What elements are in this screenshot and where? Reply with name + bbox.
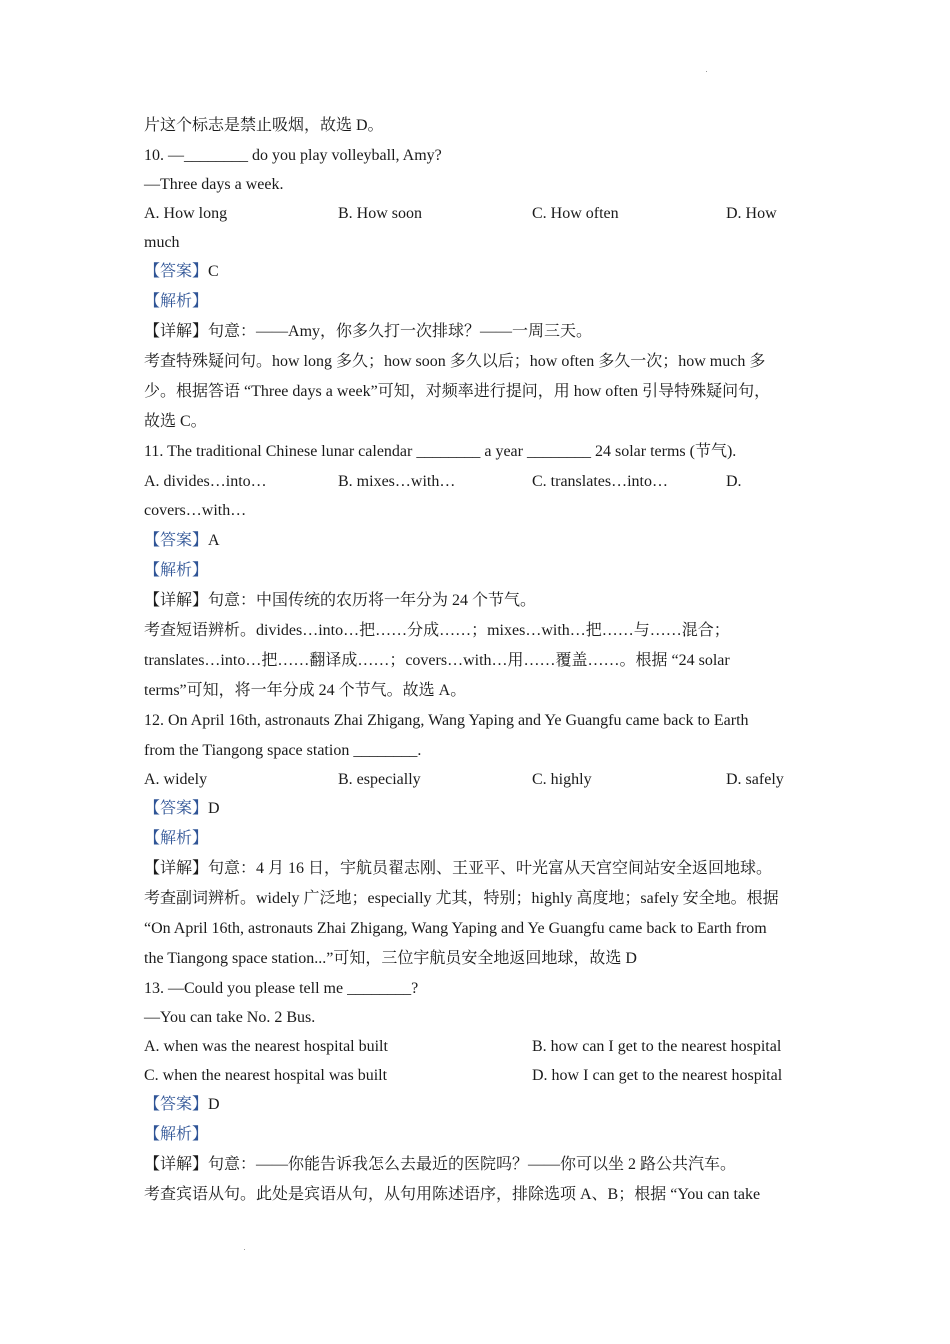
q12-answer-value: D — [208, 800, 220, 817]
q12-option-b: B. especially — [338, 771, 421, 788]
q13-answer — [144, 1090, 814, 1120]
q11-option-d-wrap: covers…with… — [144, 502, 247, 519]
q10-answer — [144, 257, 814, 287]
q10-option-b: B. How soon — [338, 205, 423, 222]
q13-option-d: D. how I can get to the nearest hospital — [532, 1067, 783, 1084]
q12-option-d: D. safely — [726, 771, 784, 788]
q13-option-a: A. when was the nearest hospital built — [144, 1038, 388, 1055]
q13-answer-value: D — [208, 1096, 220, 1113]
q13-explanation-1: 考查宾语从句。此处是宾语从句，从句用陈述语序，排除选项 A、B；根据 “You can take — [144, 1186, 761, 1203]
q11-option-a: A. divides…into… — [144, 473, 267, 490]
analysis-tag: 【解析】 — [144, 562, 209, 579]
bottom-dot-mark — [244, 1249, 245, 1250]
q10-options — [144, 199, 814, 228]
q11-detail-text: 句意：中国传统的农历将一年分为 24 个节气。 — [208, 592, 537, 609]
detail-tag: 【详解】 — [144, 1156, 209, 1173]
q12-options — [144, 765, 814, 794]
q10-answer-value: C — [208, 263, 219, 280]
q11-option-d: D. — [726, 473, 742, 490]
q11-answer-value: A — [208, 532, 220, 549]
q13-options-row-2 — [144, 1061, 814, 1090]
q11-explanation-3: terms”可知，将一年分成 24 个节气。故选 A。 — [144, 682, 467, 699]
q13-analysis — [144, 1120, 814, 1150]
q13-detail — [144, 1150, 814, 1180]
q12-explanation-3: the Tiangong space station...”可知，三位宇航员安全地返回地球，故选 D — [144, 950, 637, 967]
q10-option-d: D. How — [726, 205, 777, 222]
q12-explanation-2: “On April 16th, astronauts Zhai Zhigang, Wang Yaping and Ye Guangfu came back to Earth from — [144, 920, 767, 937]
q12-stem-2: from the Tiangong space station ________. — [144, 742, 422, 759]
q12-stem-1: 12. On April 16th, astronauts Zhai Zhigang, Wang Yaping and Ye Guangfu came back to Earth — [144, 712, 749, 729]
q11-explanation-1: 考查短语辨析。divides…into…把……分成……；mixes…with…把……与……混合； — [144, 622, 730, 639]
q12-detail-text: 句意：4 月 16 日，宇航员翟志刚、王亚平、叶光富从天宫空间站安全返回地球。 — [208, 860, 773, 877]
detail-tag: 【详解】 — [144, 592, 209, 609]
analysis-tag: 【解析】 — [144, 1126, 209, 1143]
answer-tag: 【答案】 — [144, 1096, 209, 1113]
q10-detail-text: 句意：——Amy，你多久打一次排球？——一周三天。 — [208, 323, 593, 340]
analysis-tag: 【解析】 — [144, 293, 209, 310]
prev-explanation-tail: 片这个标志是禁止吸烟，故选 D。 — [144, 117, 384, 134]
q13-detail-text: 句意：——你能告诉我怎么去最近的医院吗？——你可以坐 2 路公共汽车。 — [208, 1156, 737, 1173]
q11-explanation-2: translates…into…把……翻译成……；covers…with…用……覆盖……。根据 “24 solar — [144, 652, 730, 669]
answer-tag: 【答案】 — [144, 532, 209, 549]
q13-reply: —You can take No. 2 Bus. — [144, 1009, 316, 1026]
detail-tag: 【详解】 — [144, 860, 209, 877]
q11-answer — [144, 526, 814, 556]
q12-option-a: A. widely — [144, 771, 208, 788]
q11-options — [144, 467, 814, 496]
q12-answer — [144, 794, 814, 824]
top-dot-mark — [706, 71, 707, 72]
answer-tag: 【答案】 — [144, 800, 209, 817]
q10-explanation-1: 考查特殊疑问句。how long 多久；how soon 多久以后；how often 多久一次；how much 多 — [144, 353, 766, 370]
q10-explanation-3: 故选 C。 — [144, 413, 207, 430]
analysis-tag: 【解析】 — [144, 830, 209, 847]
q10-reply: —Three days a week. — [144, 176, 284, 193]
q12-explanation-1: 考查副词辨析。widely 广泛地；especially 尤其，特别；highly 高度地；safely 安全地。根据 — [144, 890, 779, 907]
q10-analysis — [144, 287, 814, 317]
q11-stem: 11. The traditional Chinese lunar calendar ________ a year ________ 24 solar terms (节气). — [144, 443, 737, 460]
q10-option-c: C. How often — [532, 205, 619, 222]
q13-option-b: B. how can I get to the nearest hospital — [532, 1038, 782, 1055]
document-page — [144, 111, 814, 1210]
q10-option-d-wrap: much — [144, 234, 180, 251]
q12-analysis — [144, 824, 814, 854]
q11-analysis — [144, 556, 814, 586]
q10-detail — [144, 317, 814, 347]
q11-option-c: C. translates…into… — [532, 473, 668, 490]
q10-stem: 10. —________ do you play volleyball, Amy? — [144, 147, 442, 164]
q12-detail — [144, 854, 814, 884]
q12-option-c: C. highly — [532, 771, 592, 788]
q10-option-a: A. How long — [144, 205, 228, 222]
q13-option-c: C. when the nearest hospital was built — [144, 1067, 388, 1084]
q11-detail — [144, 586, 814, 616]
detail-tag: 【详解】 — [144, 323, 209, 340]
q13-stem: 13. —Could you please tell me ________? — [144, 980, 419, 997]
q11-option-b: B. mixes…with… — [338, 473, 456, 490]
q10-explanation-2: 少。根据答语 “Three days a week”可知，对频率进行提问，用 how often 引导特殊疑问句， — [144, 383, 771, 400]
q13-options-row-1 — [144, 1032, 814, 1061]
answer-tag: 【答案】 — [144, 263, 209, 280]
